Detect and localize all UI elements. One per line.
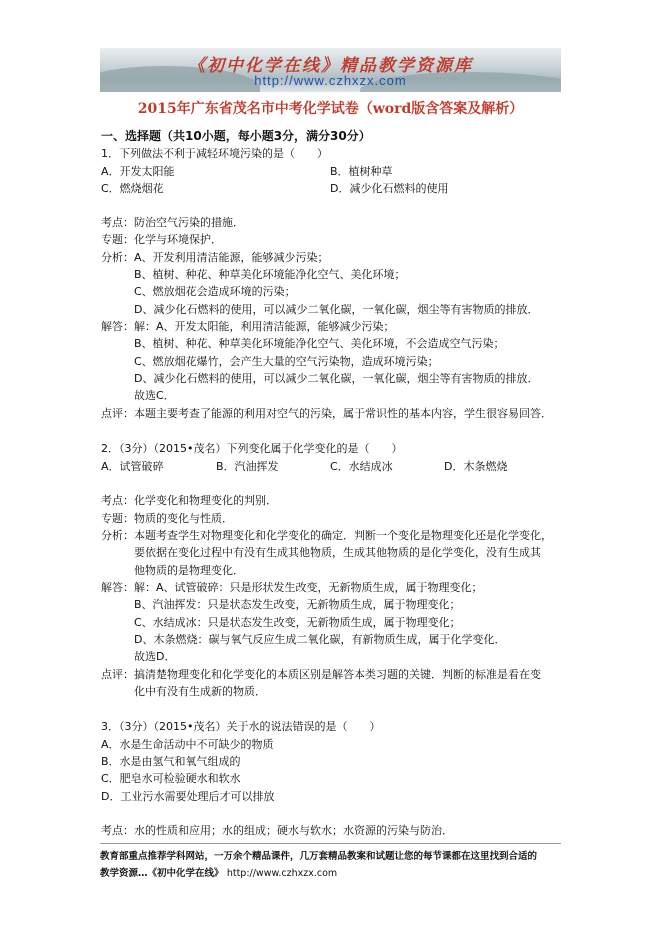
header-banner xyxy=(100,48,561,92)
section-title: 一、选择题（共10小题，每小题3分，满分30分） xyxy=(101,129,371,143)
q1-analysis-line: C、燃放烟花爆竹，会产生大量的空气污染物，造成环境污染； xyxy=(101,355,439,368)
q1-analysis-line: D、减少化石燃料的使用，可以减少二氧化碳，一氧化碳，烟尘等有害物质的排放． xyxy=(101,372,539,385)
q1-analysis-line: B、植树、种花、种草美化环境能净化空气、美化环境； xyxy=(101,268,406,281)
q3-option-c: C．肥皂水可检验硬水和软水 xyxy=(101,772,241,785)
q1-analysis-line: 点评：本题主要考查了能源的利用对空气的污染，属于常识性的基本内容，学生很容易回答． xyxy=(101,407,552,420)
q2-analysis-line: 化中有没有生成新的物质． xyxy=(101,685,266,698)
page-title: 2015年广东省茂名市中考化学试卷（word版含答案及解析） xyxy=(137,101,524,117)
question-1-stem: 1．下列做法不利于减轻环境污染的是（ ） xyxy=(101,147,328,160)
footer-divider xyxy=(100,843,561,844)
q1-option-b: B．植树种草 xyxy=(330,165,393,178)
q2-analysis-line: 解答：解：A、试管破碎：只是形状发生改变，无新物质生成，属于物理变化； xyxy=(101,581,483,594)
q1-analysis-line: C、燃放烟花会造成环境的污染； xyxy=(101,285,296,298)
question-3-stem: 3．（3分）（2015•茂名）关于水的说法错误的是（ ） xyxy=(101,720,381,733)
q2-analysis-line: 点评：搞清楚物理变化和化学变化的本质区别是解答本类习题的关键．判断的标准是看在变 xyxy=(101,668,541,681)
q2-analysis-line: 专题：物质的变化与性质． xyxy=(101,512,233,525)
q3-option-a: A．水是生命活动中不可缺少的物质 xyxy=(101,738,274,751)
q1-option-a: A．开发太阳能 xyxy=(101,165,175,178)
q2-option-c: C．水结成冰 xyxy=(330,460,393,473)
q3-option-d: D．工业污水需要处理后才可以排放 xyxy=(101,790,275,803)
q2-option-b: B．汽油挥发 xyxy=(216,460,279,473)
question-2-stem: 2．（3分）（2015•茂名）下列变化属于化学变化的是（ ） xyxy=(101,442,403,455)
q2-analysis-line: D、木条燃烧：碳与氧气反应生成二氧化碳，有新物质生成，属于化学变化． xyxy=(101,633,506,646)
banner-url[interactable]: http://www.czhxzx.com xyxy=(254,73,407,88)
footer-prefix: 教学资源…《初中化学在线》 xyxy=(100,868,224,879)
footer-line-1: 教育部重点推荐学科网站，一万余个精品课件，几万套精品教案和试题让您的每节课都在这里找到合适的 xyxy=(100,851,538,862)
footer-line-2 xyxy=(100,867,337,880)
q1-analysis-line: 考点：防治空气污染的措施． xyxy=(101,216,244,229)
footer-url-link[interactable]: http://www.czhxzx.com xyxy=(226,868,338,879)
q1-analysis-line: B、植树、种花、种草美化环境能净化空气、美化环境，不会造成空气污染； xyxy=(101,337,505,350)
q1-analysis-line: 解答：解：A、开发太阳能，利用清洁能源，能够减少污染； xyxy=(101,320,395,333)
q1-option-d: D．减少化石燃料的使用 xyxy=(330,182,449,195)
q2-analysis-line: 故选D． xyxy=(101,650,176,663)
q1-analysis-line: 专题：化学与环境保护． xyxy=(101,233,222,246)
q2-analysis-line: C、水结成冰：只是状态发生改变，无新物质生成，属于物理变化； xyxy=(101,616,461,629)
q1-analysis-line: 分析：A、开发利用清洁能源，能够减少污染； xyxy=(101,251,329,264)
q2-option-a: A．试管破碎 xyxy=(101,460,164,473)
q2-option-d: D．木条燃烧 xyxy=(444,460,508,473)
q3-option-b: B．水是由氢气和氧气组成的 xyxy=(101,755,241,768)
banner-title: 《初中化学在线》精品教学资源库 xyxy=(188,56,473,76)
q2-analysis-line: 他物质的是物理变化． xyxy=(101,564,244,577)
q2-analysis-line: B、汽油挥发：只是状态发生改变，无新物质生成，属于物理变化； xyxy=(101,598,461,611)
q1-analysis-line: 故选C． xyxy=(101,389,175,402)
q3-analysis-line: 考点：水的性质和应用；水的组成；硬水与软水；水资源的污染与防治． xyxy=(101,824,453,837)
q2-analysis-line: 分析：本题考查学生对物理变化和化学变化的确定．判断一个变化是物理变化还是化学变化， xyxy=(101,529,552,542)
q2-analysis-line: 要依据在变化过程中有没有生成其他物质，生成其他物质的是化学变化，没有生成其 xyxy=(101,546,541,559)
q2-analysis-line: 考点：化学变化和物理变化的判别． xyxy=(101,494,277,507)
q1-option-c: C．燃烧烟花 xyxy=(101,182,164,195)
q1-analysis-line: D、减少化石燃料的使用，可以减少二氧化碳，一氧化碳，烟尘等有害物质的排放． xyxy=(101,303,539,316)
